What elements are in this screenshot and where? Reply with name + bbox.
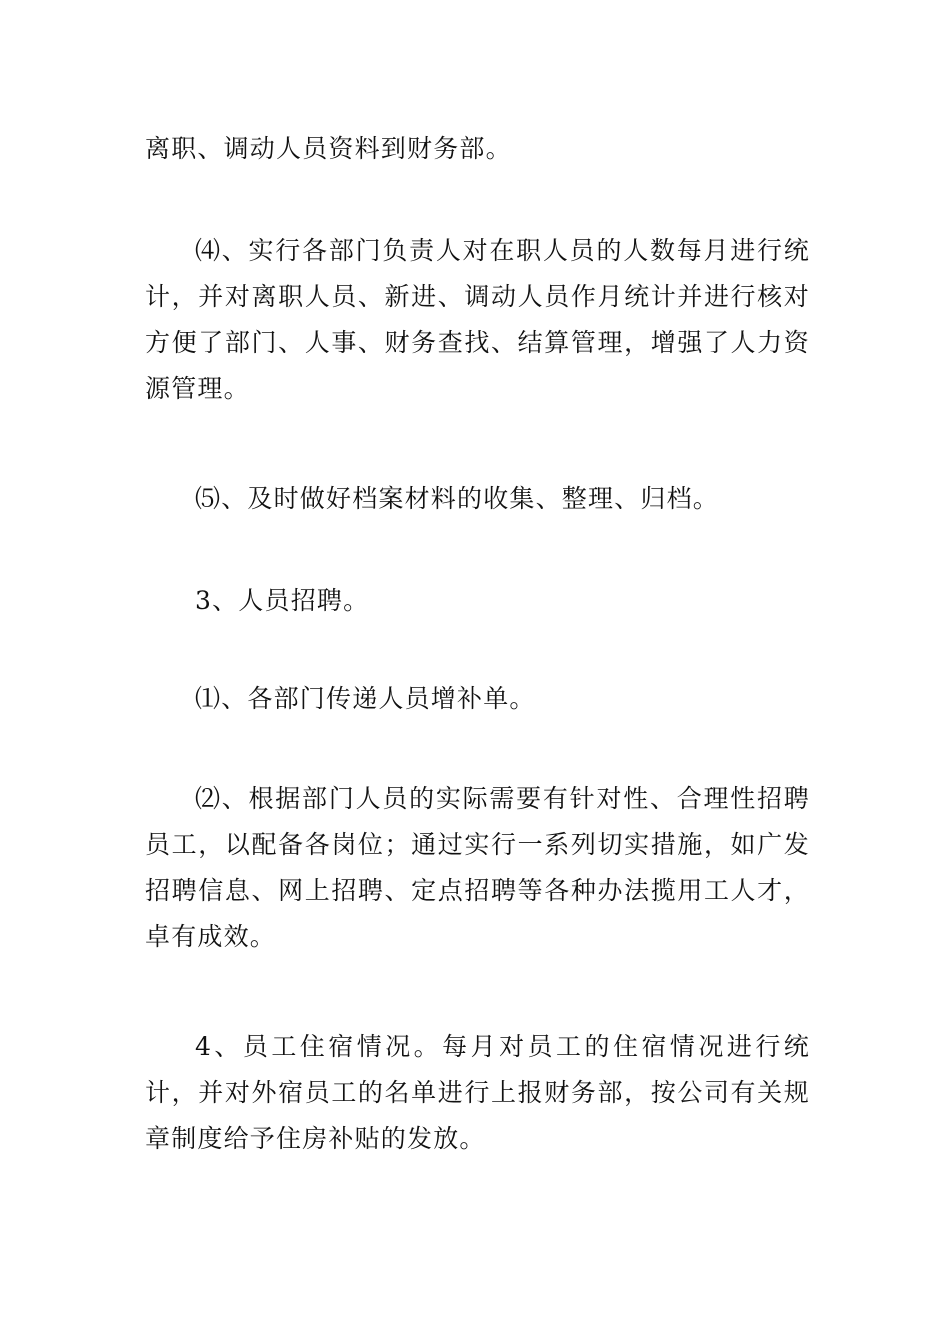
paragraph-continuation: 离职、调动人员资料到财务部。 [145, 134, 512, 163]
paragraph-item-4: ⑷、实行各部门负责人对在职人员的人数每月进行统计，并对离职人员、新进、调动人员作月统计并进行核对方便了部门、人事、财务查找、结算管理，增强了人力资源管理。 [145, 236, 810, 403]
section-heading-recruitment: 3、人员招聘。 [195, 586, 370, 615]
section-paragraph-accommodation: 4、员工住宿情况。每月对员工的住宿情况进行统计，并对外宿员工的名单进行上报财务部，按公司有关规章制度给予住房补贴的发放。 [145, 1032, 810, 1153]
paragraph-item-1: ⑴、各部门传递人员增补单。 [195, 684, 536, 713]
paragraph-item-5: ⑸、及时做好档案材料的收集、整理、归档。 [195, 484, 720, 513]
paragraph-item-2: ⑵、根据部门人员的实际需要有针对性、合理性招聘员工，以配备各岗位；通过实行一系列切实措施，如广发招聘信息、网上招聘、定点招聘等各种办法揽用工人才，卓有成效。 [145, 784, 810, 951]
